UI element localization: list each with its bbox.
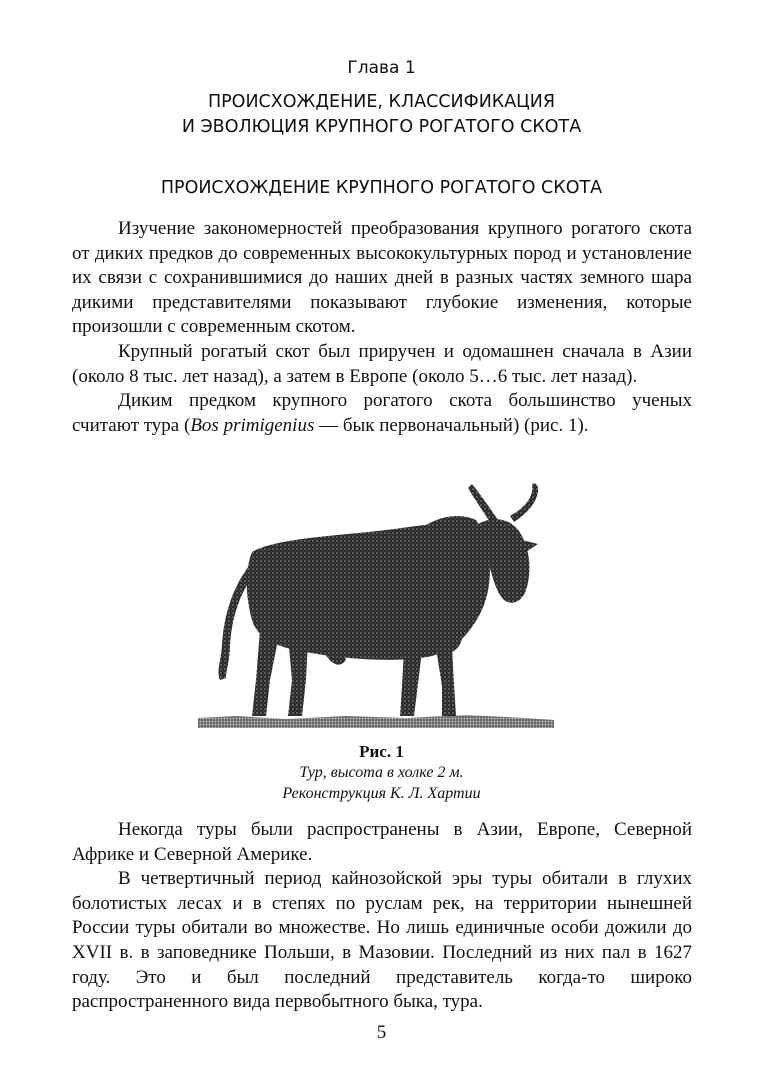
figure-caption-line-2: Реконструкция К. Л. Хартии [282, 785, 481, 802]
paragraph-4: Некогда туры были распространены в Азии, Европе, Северной Африке и Северной Америке. [72, 819, 692, 865]
body-text-bottom [72, 818, 692, 1015]
paragraph-3-before: Диким предком крупного рогатого скота большинство ученых считают тура ( [72, 390, 692, 436]
latin-name: Bos primigenius [190, 414, 315, 436]
figure-caption-line-1: Тур, высота в холке 2 м. [299, 764, 464, 781]
chapter-title-line-2: И ЭВОЛЮЦИЯ КРУПНОГО РОГАТОГО СКОТА [181, 117, 582, 137]
section-title: ПРОИСХОЖДЕНИЕ КРУПНОГО РОГАТОГО СКОТА [160, 178, 603, 198]
chapter-title [0, 90, 763, 140]
paragraph-2: Крупный рогатый скот был приручен и одомашнен сначала в Азии (около 8 тыс. лет назад), а затем в Европе (около 5…6 тыс. лет назад). [72, 340, 692, 387]
paragraph-3-after: — бык первоначальный) (рис. 1). [314, 414, 589, 436]
paragraph-3 [72, 389, 692, 438]
aurochs-figure [196, 480, 556, 736]
paragraph-5: В четвертичный период кайнозойской эры туры обитали в глухих болотистых лесах и в степях по руслам рек, на территории нынешней России туры обитали во множестве. Но лишь единичные особи дожили до XVII в. в заповеднике Польши, в Мазовии. Последний из них пал в 1627 году. Это и был последний представитель когда-то широко распространенного вида первобытного быка, тура. [72, 868, 692, 1013]
body-text-top [72, 217, 692, 438]
page-number: 5 [376, 1022, 387, 1043]
chapter-label: Глава 1 [347, 58, 416, 78]
paragraph-1: Изучение закономерностей преобразования крупного рогатого скота от диких предков до современных высококультурных пород и установление их связи с сохранившимися до наших дней в разных частях земного шара дикими представителями показывают глубокие изменения, которые произошли с современным скотом. [72, 218, 692, 338]
chapter-title-line-1: ПРОИСХОЖДЕНИЕ, КЛАССИФИКАЦИЯ [207, 92, 556, 112]
figure-label: Рис. 1 [359, 742, 404, 761]
aurochs-bull-icon [196, 480, 556, 736]
